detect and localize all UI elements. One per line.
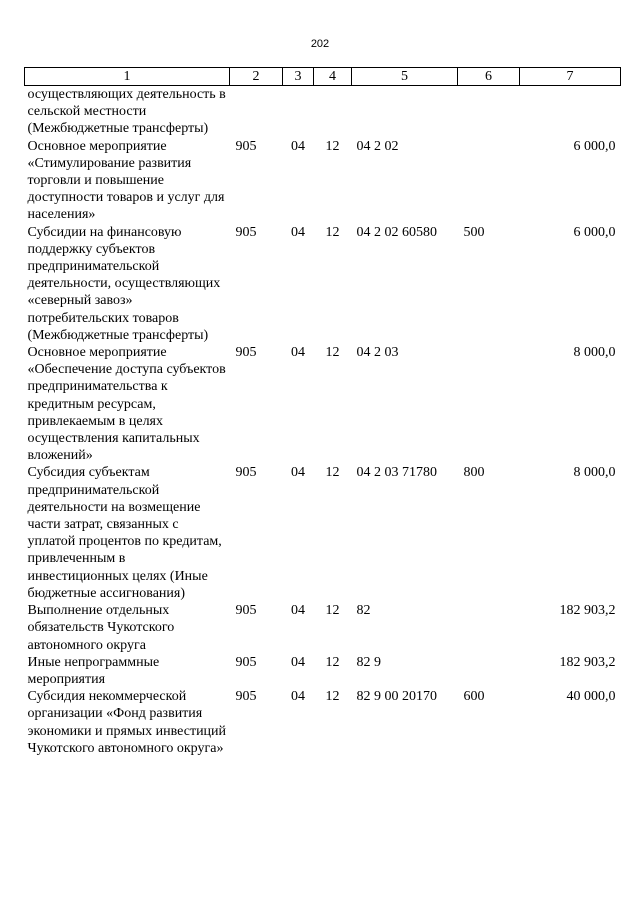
table-row [25,344,621,464]
column-header: 1 [25,68,230,86]
subsection-cell [314,86,352,138]
budget-table [24,67,621,757]
target-article-cell: 82 [356,603,371,619]
page-number: 202 [310,38,330,50]
item-name-cell: Основное мероприятие «Обеспечение доступа субъектов предпринимательства к кредитным ресурсам, привлекаемым в целях осуществления капитальных вложений» [27,345,226,464]
amount-cell: 182 903,2 [559,654,616,670]
table-header-row [25,68,621,86]
expense-type-cell: 800 [463,465,485,481]
grbs-cell: 905 [235,224,257,240]
section-cell: 04 [291,224,305,240]
target-article-cell: 04 2 03 [356,345,399,361]
expense-type-cell: 500 [463,224,485,240]
expense-type-cell: 600 [463,689,485,705]
table-row [25,224,621,344]
item-name-cell: Субсидия некоммерческой организации «Фонд развития экономики и прямых инвестиций Чукотского автономного округа» [27,689,227,756]
table-row [25,464,621,602]
column-header: 7 [520,68,621,86]
expense-type-cell [458,138,520,224]
expense-type-cell [458,654,520,688]
target-article-cell: 04 2 03 71780 [356,465,437,481]
table-row [25,688,621,757]
subsection-cell: 12 [325,465,340,481]
subsection-cell: 12 [325,689,340,705]
expense-type-cell [458,602,520,654]
target-article-cell: 04 2 02 [356,138,399,154]
grbs-cell: 905 [235,689,257,705]
amount-cell: 6 000,0 [573,138,616,154]
table-row [25,602,621,654]
amount-cell: 8 000,0 [573,345,616,361]
grbs-cell: 905 [235,654,257,670]
column-header: 3 [283,68,314,86]
section-cell: 04 [291,138,305,154]
target-article-cell [352,86,458,138]
table-row [25,654,621,688]
item-name-cell: Субсидия субъектам предпринимательской деятельности на возмещение части затрат, связанных с уплатой процентов по кредитам, привлеченным в инвестиционных целях (Иные бюджетные ассигнования) [27,465,222,601]
item-name-cell: Иные непрограммные мероприятия [27,654,160,687]
subsection-cell: 12 [325,603,340,619]
column-header: 2 [230,68,283,86]
section-cell: 04 [291,689,305,705]
table-row [25,86,621,138]
subsection-cell: 12 [325,224,340,240]
subsection-cell: 12 [325,138,340,154]
section-cell [283,86,314,138]
item-name-cell: Основное мероприятие «Стимулирование развития торговли и повышение доступности товаров и услуг для населения» [27,138,225,223]
grbs-cell: 905 [235,345,257,361]
section-cell: 04 [291,603,305,619]
section-cell: 04 [291,465,305,481]
column-header: 6 [458,68,520,86]
amount-cell: 8 000,0 [573,465,616,481]
expense-type-cell [458,344,520,464]
grbs-cell: 905 [235,603,257,619]
grbs-cell: 905 [235,138,257,154]
target-article-cell: 82 9 00 20170 [356,689,437,705]
amount-cell: 6 000,0 [573,224,616,240]
expense-type-cell [458,86,520,138]
amount-cell: 182 903,2 [559,603,616,619]
column-header: 4 [314,68,352,86]
section-cell: 04 [291,654,305,670]
item-name-cell: Выполнение отдельных обязательств Чукотского автономного округа [27,603,175,653]
amount-cell [520,86,621,138]
grbs-cell [230,86,283,138]
table-row [25,138,621,224]
subsection-cell: 12 [325,654,340,670]
column-header: 5 [352,68,458,86]
grbs-cell: 905 [235,465,257,481]
item-name-cell: осуществляющих деятельность в сельской местности (Межбюджетные трансферты) [27,87,226,137]
amount-cell: 40 000,0 [566,689,616,705]
item-name-cell: Субсидии на финансовую поддержку субъектов предпринимательской деятельности, осуществляющих «северный завоз» потребительских товаров (Межбюджетные трансферты) [27,224,221,343]
target-article-cell: 04 2 02 60580 [356,224,437,240]
section-cell: 04 [291,345,305,361]
target-article-cell: 82 9 [356,654,381,670]
subsection-cell: 12 [325,345,340,361]
